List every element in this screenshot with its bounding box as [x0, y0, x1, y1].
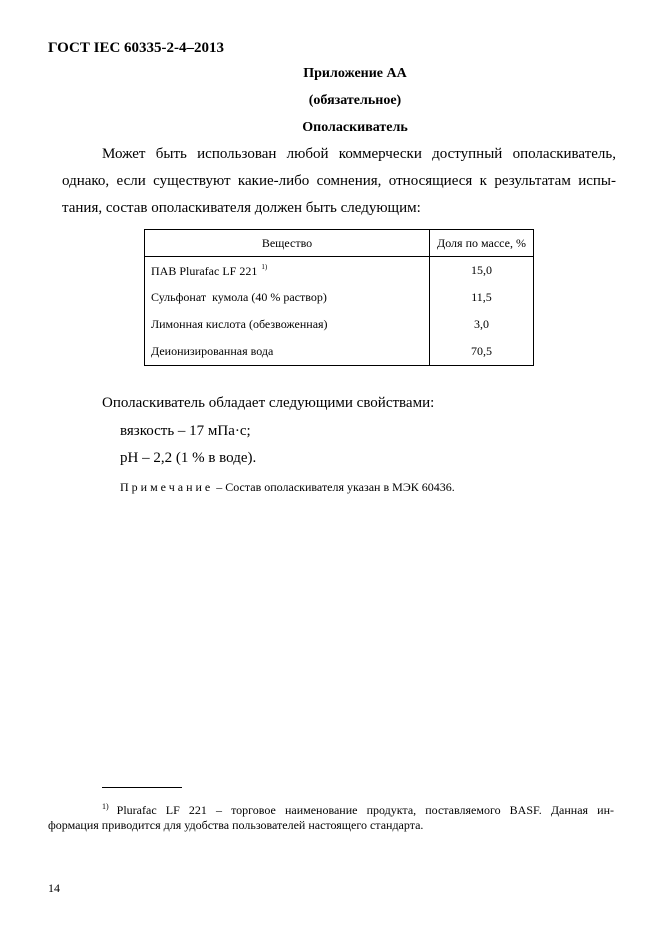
intro-line-1: Может быть использован любой коммерчески доступный ополаскиватель, — [102, 146, 616, 162]
property-viscosity: вязкость – 17 мПа·с; — [120, 423, 251, 439]
table-row — [145, 338, 534, 366]
annex-status: (обязательное) — [308, 93, 402, 108]
standard-header: ГОСТ IEC 60335-2-4–2013 — [48, 40, 225, 56]
footnote-text-1: Plurafac LF 221 – торговое наименование продукта, поставляемого BASF. Данная ин- — [116, 803, 614, 817]
composition-table — [144, 229, 534, 366]
table-row — [145, 311, 534, 338]
substance-name: ПАВ Plurafac LF 221 — [151, 263, 258, 278]
annex-subject: Ополаскиватель — [302, 120, 408, 135]
annex-title: Приложение АА — [303, 66, 407, 81]
share-cell: 3,0 — [430, 311, 534, 338]
share-cell: 70,5 — [430, 338, 534, 366]
note-label: Примечание — [120, 480, 214, 494]
share-cell: 11,5 — [430, 284, 534, 311]
share-cell: 15,0 — [430, 257, 534, 285]
page-number: 14 — [48, 881, 60, 895]
substance-cell: Сульфонат кумола (40 % раствор) — [145, 284, 430, 311]
footnote-mark: 1) — [102, 802, 109, 811]
property-ph: pH – 2,2 (1 % в воде). — [120, 450, 257, 466]
footnote-divider — [102, 787, 182, 788]
substance-cell: Деионизированная вода — [145, 338, 430, 366]
footnote-reference: 1) — [261, 262, 268, 271]
column-header-substance: Вещество — [145, 230, 430, 257]
intro-line-3: тания, состав ополаскивателя должен быть следующим: — [62, 200, 421, 216]
column-header-share: Доля по массе, % — [430, 230, 534, 257]
table-row — [145, 257, 534, 285]
table-header-row — [145, 230, 534, 257]
substance-cell — [145, 257, 430, 285]
table-row — [145, 284, 534, 311]
note — [120, 480, 455, 495]
substance-cell: Лимонная кислота (обезвоженная) — [145, 311, 430, 338]
note-text: – Состав ополаскивателя указан в МЭК 60436. — [216, 480, 455, 494]
intro-line-2: однако, если существуют какие-либо сомнения, относящиеся к результатам испы- — [62, 173, 616, 189]
properties-intro: Ополаскиватель обладает следующими свойствами: — [102, 395, 435, 411]
footnote-line-2: формация приводится для удобства пользователей настоящего стандарта. — [48, 818, 424, 832]
